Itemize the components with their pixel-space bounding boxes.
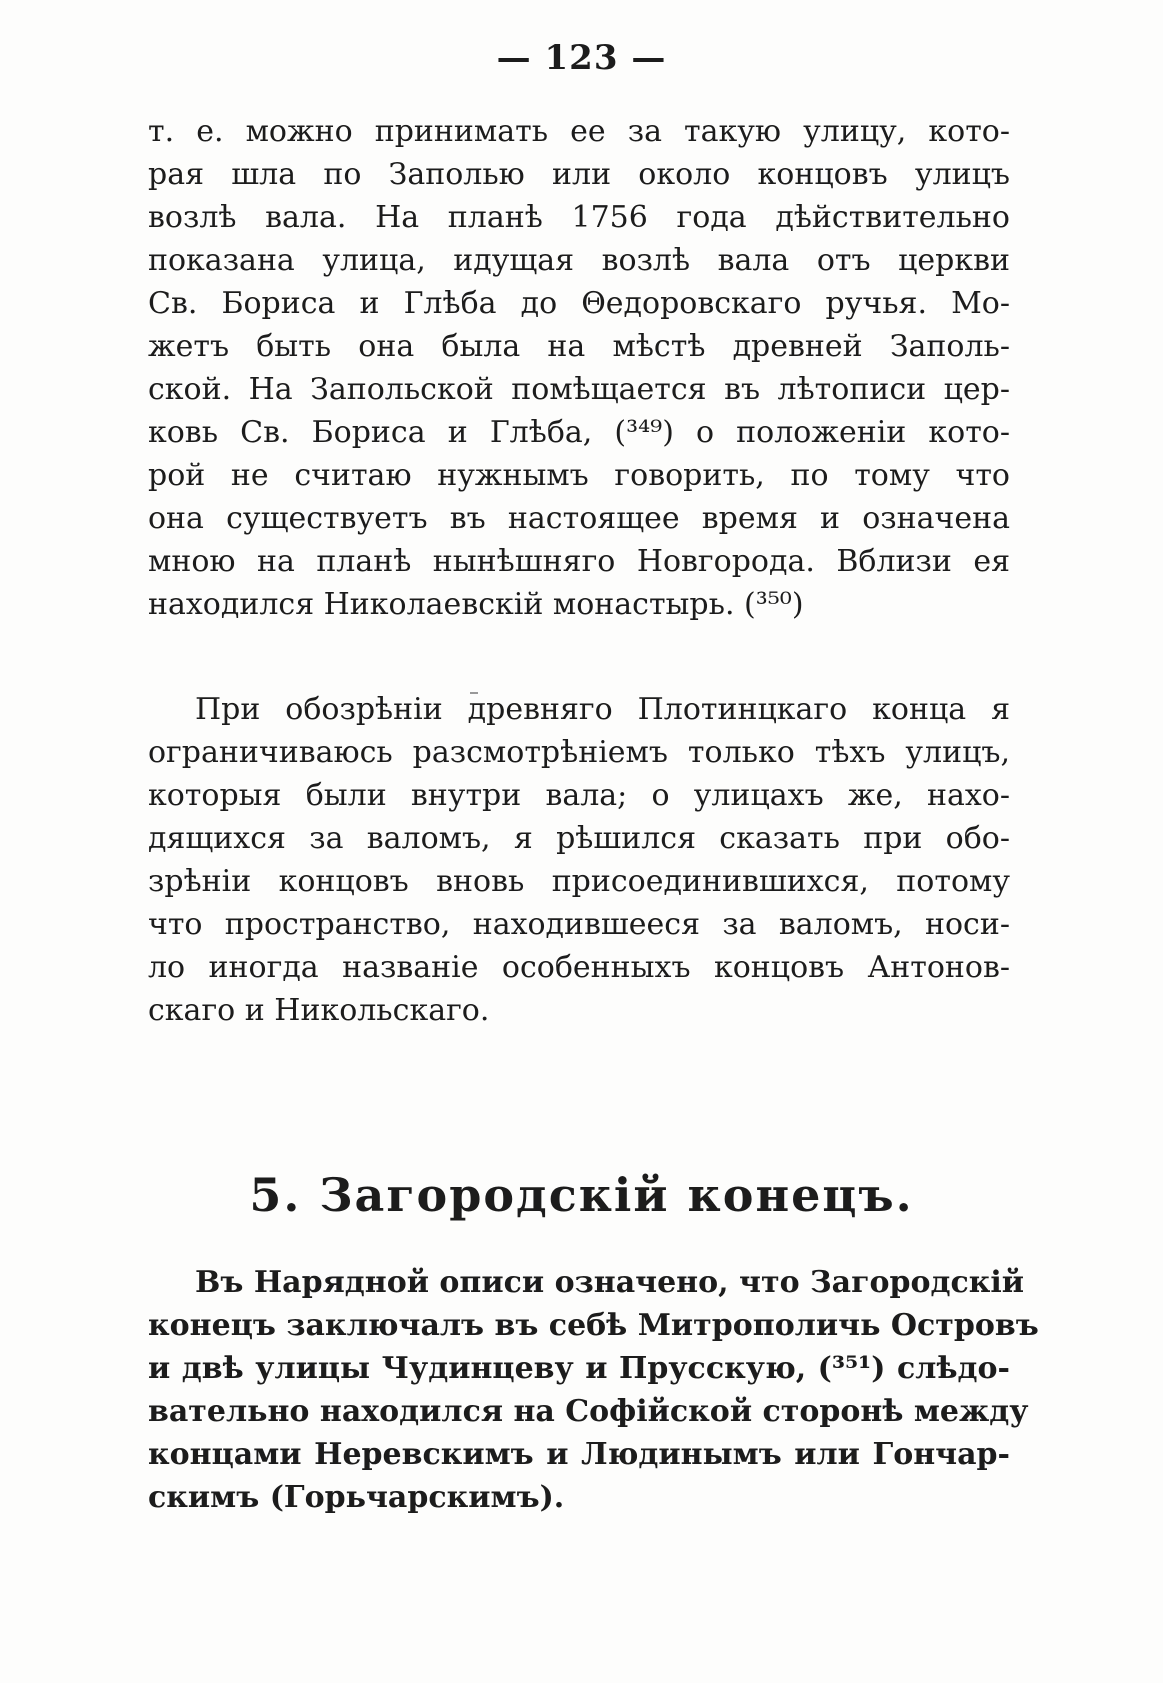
text-line: зрѣніи концовъ вновь присоединившихся, потому	[148, 864, 1010, 899]
text-line: она существуетъ въ настоящее время и означена	[148, 501, 1010, 536]
text-line: ограничиваюсь разсмотрѣніемъ только тѣхъ улицъ,	[148, 735, 1010, 770]
text-line: скимъ (Горьчарскимъ).	[148, 1480, 565, 1515]
text-line: ковь Св. Бориса и Глѣба, (³⁴⁹) о положеніи кото-	[148, 415, 1010, 450]
text-line: жетъ быть она была на мѣстѣ древней Заполь-	[148, 329, 1010, 364]
text-line: которыя были внутри вала; о улицахъ же, нахо-	[148, 778, 1010, 813]
text-line: конецъ заключалъ въ себѣ Митрополичь Островъ	[148, 1308, 1039, 1343]
text-line: скаго и Никольскаго.	[148, 993, 490, 1028]
text-line: Св. Бориса и Глѣба до Θедоровскаго ручья. Мо-	[148, 286, 1010, 321]
text-line: ло иногда названіе особенныхъ концовъ Антонов-	[148, 950, 1010, 985]
text-line: возлѣ вала. На планѣ 1756 года дѣйствительно	[148, 200, 1010, 235]
text-line: и двѣ улицы Чудинцеву и Прусскую, (³⁵¹) слѣдо-	[148, 1351, 1010, 1386]
text-line: находился Николаевскій монастырь. (³⁵⁰)	[148, 587, 804, 622]
text-line: Въ Нарядной описи означено, что Загородскій	[195, 1265, 1025, 1300]
section-heading: 5. Загородскій конецъ.	[249, 1168, 914, 1222]
text-line: ской. На Запольской помѣщается въ лѣтописи цер-	[148, 372, 1010, 407]
text-line: концами Неревскимъ и Людинымъ или Гончар-	[148, 1437, 1010, 1472]
text-line: мною на планѣ нынѣшняго Новгорода. Вблизи ея	[148, 544, 1010, 579]
text-line: что пространство, находившееся за валомъ, носи-	[148, 907, 1010, 942]
text-line: рая шла по Заполью или около концовъ улицъ	[148, 157, 1010, 192]
text-line: При обозрѣніи древняго Плотинцкаго конца я	[195, 692, 1010, 727]
text-line: рой не считаю нужнымъ говорить, по тому что	[148, 458, 1010, 493]
page-number: — 123 —	[496, 38, 667, 78]
text-line: показана улица, идущая возлѣ вала отъ церкви	[148, 243, 1010, 278]
text-line: т. е. можно принимать ее за такую улицу, кото-	[148, 114, 1010, 149]
text-line: дящихся за валомъ, я рѣшился сказать при обо-	[148, 821, 1010, 856]
text-line: вательно находился на Софійской сторонѣ между	[148, 1394, 1029, 1429]
